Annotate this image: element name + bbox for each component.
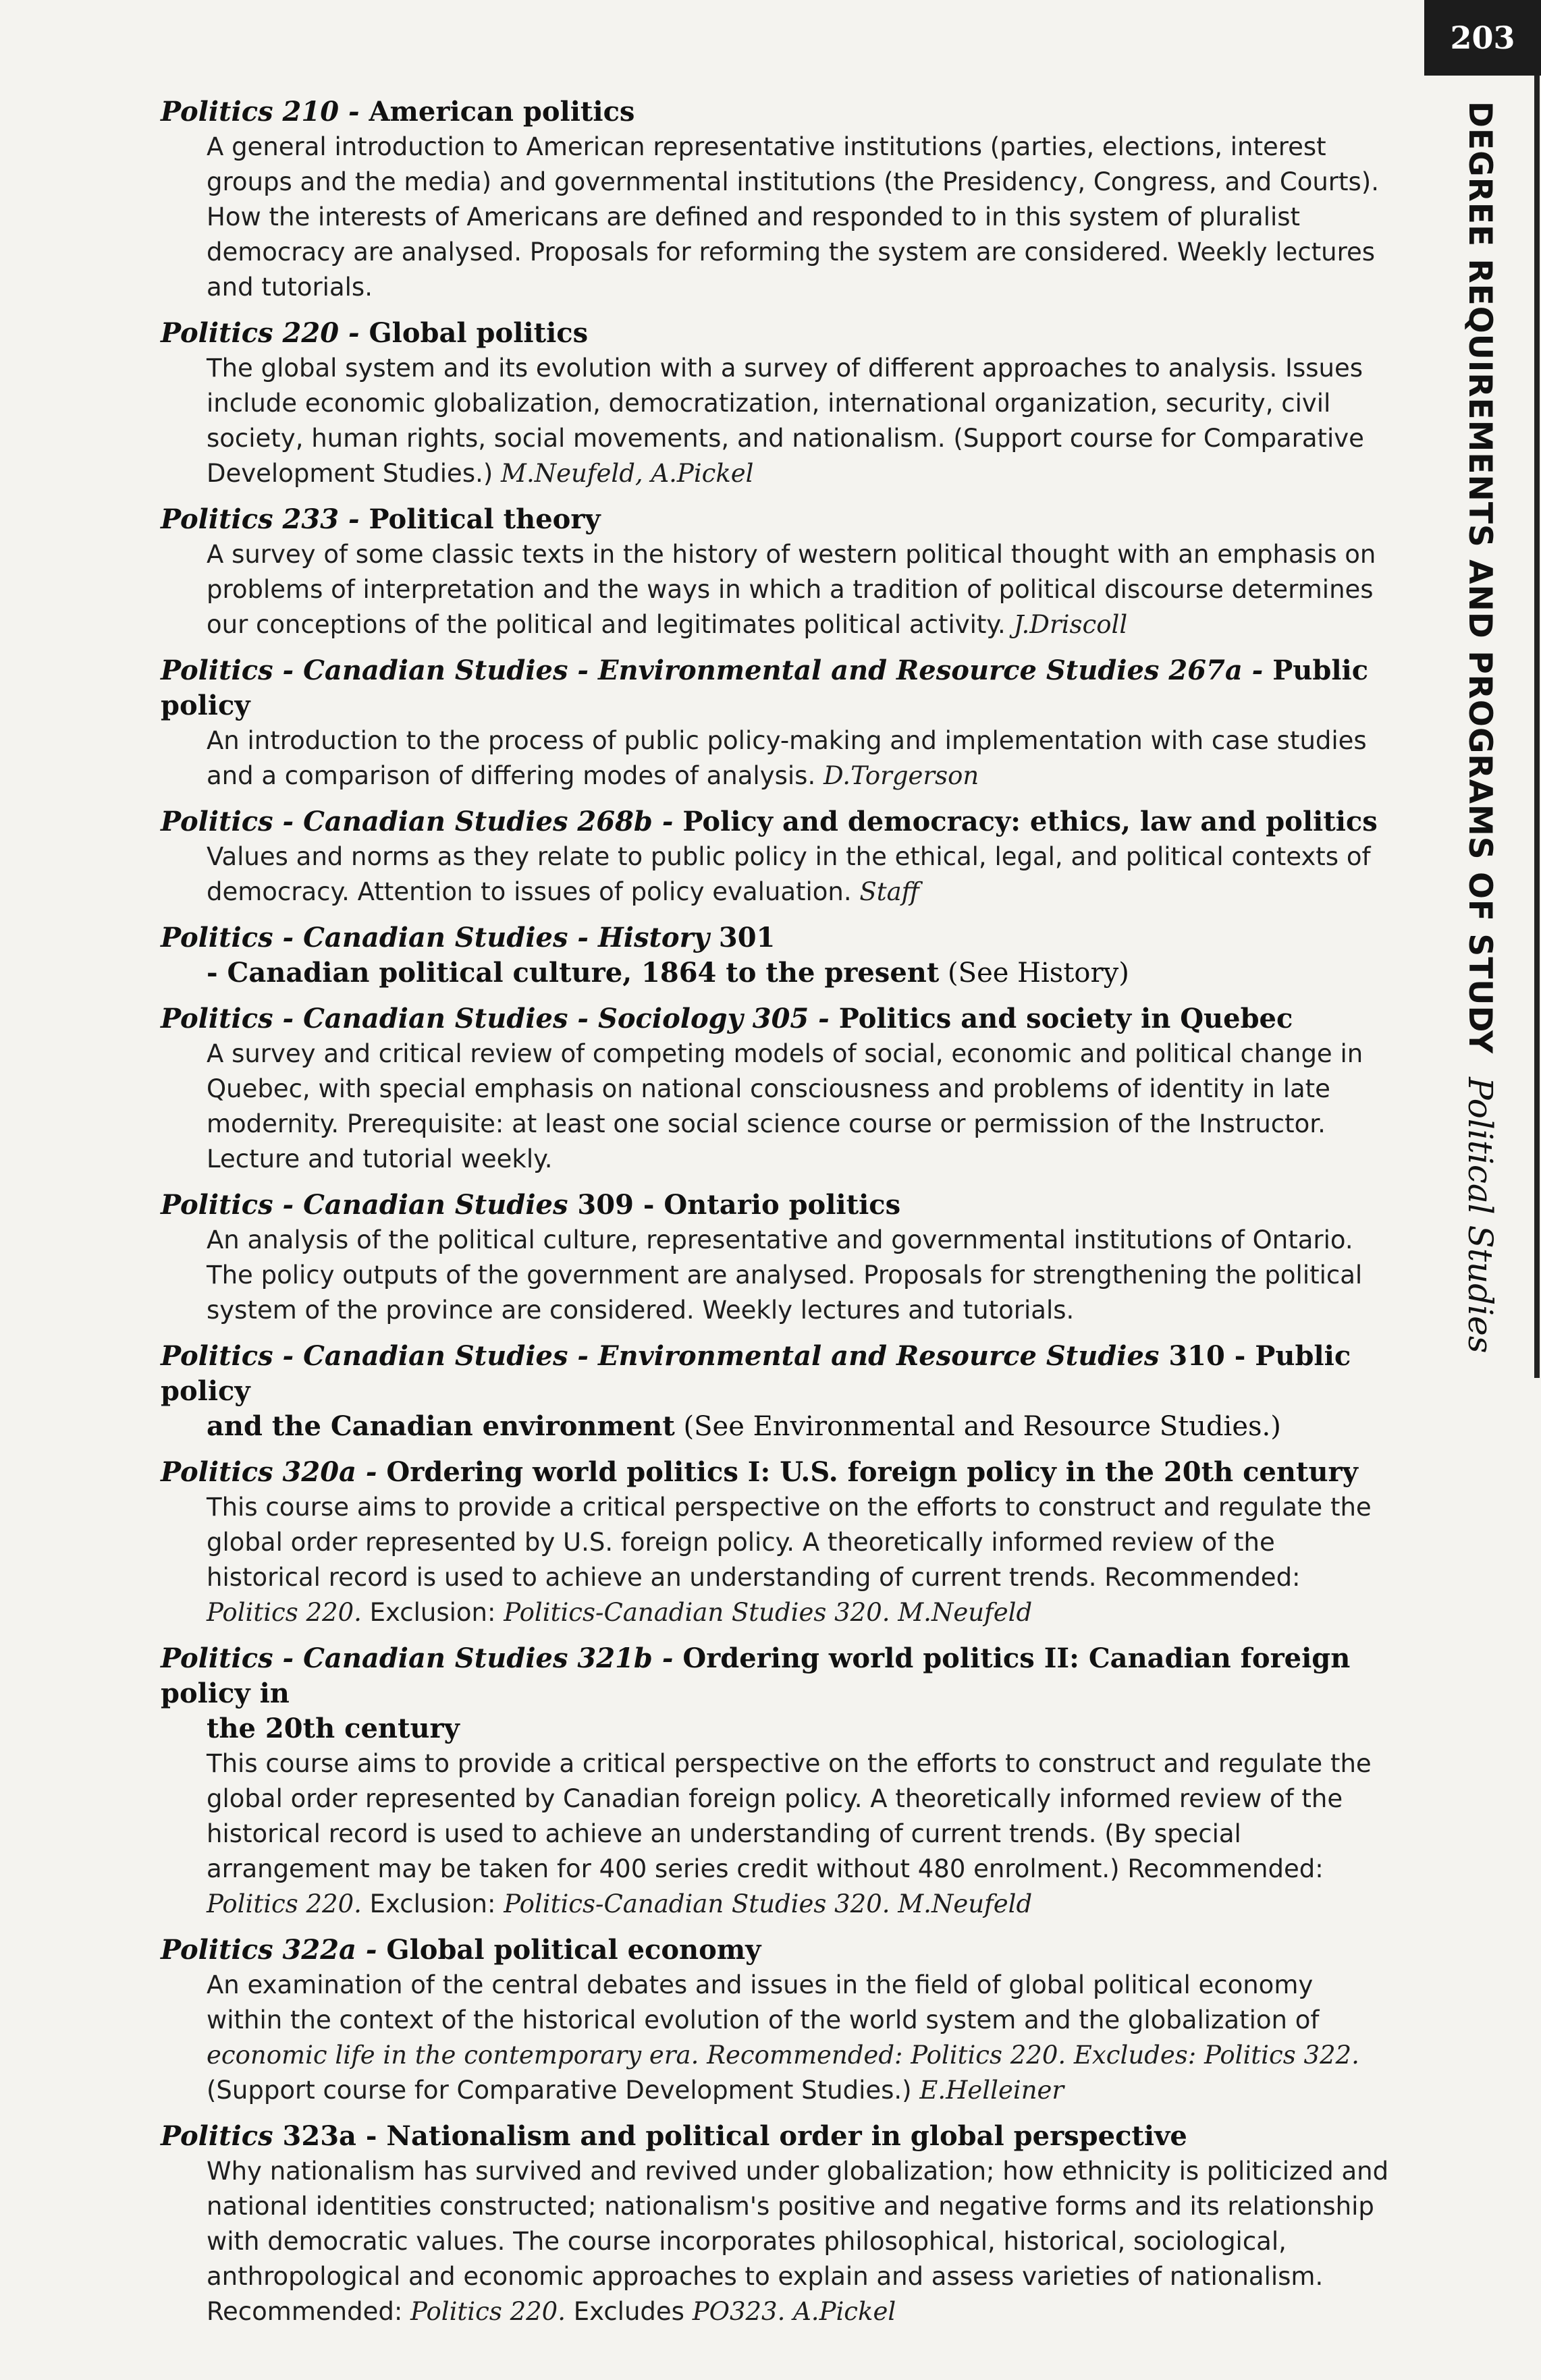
course-code: Politics bbox=[161, 2120, 273, 2152]
course-description bbox=[161, 2154, 1396, 2329]
course-title bbox=[161, 1641, 1396, 1746]
instructor: M.Neufeld bbox=[890, 1598, 1033, 1627]
course-number: 309 - bbox=[568, 1189, 655, 1221]
course-description bbox=[161, 1223, 1396, 1328]
description-text: Values and norms as they relate to public policy in the ethical, legal, and political contexts of democracy. Attention to issues of policy evaluation. bbox=[207, 842, 1371, 906]
instructor: J.Driscoll bbox=[1005, 610, 1128, 639]
course-description bbox=[161, 130, 1396, 305]
instructor: M.Neufeld, A.Pickel bbox=[493, 459, 754, 488]
page-number: 203 bbox=[1424, 0, 1541, 76]
course-code: Politics 320a - bbox=[161, 1456, 377, 1488]
description-text: Exclusion: bbox=[361, 1598, 496, 1627]
course-name: Public policy bbox=[161, 1340, 1351, 1407]
description-text: Excludes bbox=[565, 2297, 684, 2326]
course-number: 301 bbox=[709, 922, 776, 953]
course-code: Politics - Canadian Studies - Environmental and Resource Studies bbox=[161, 1340, 1160, 1372]
course-title bbox=[161, 653, 1396, 723]
course-entry bbox=[161, 804, 1396, 910]
course-name: Politics and society in Quebec bbox=[829, 1003, 1293, 1034]
instructor: M.Neufeld bbox=[890, 1889, 1033, 1918]
course-code: Politics - Canadian Studies bbox=[161, 1189, 568, 1221]
course-title bbox=[161, 1339, 1396, 1444]
course-entry bbox=[161, 1339, 1396, 1444]
course-code: Politics - Canadian Studies - History bbox=[161, 922, 709, 953]
recommended-course: Politics 220. bbox=[207, 1598, 362, 1627]
course-entry bbox=[161, 653, 1396, 794]
course-title bbox=[161, 94, 1396, 130]
course-entry bbox=[161, 502, 1396, 642]
instructor: A.Pickel bbox=[785, 2297, 896, 2326]
section-heading: DEGREE REQUIREMENTS AND PROGRAMS OF STUDY bbox=[1461, 101, 1499, 1055]
course-title bbox=[161, 1455, 1396, 1490]
description-text: An introduction to the process of public policy-making and implementation with case studies and a comparison of differing modes of analysis. bbox=[207, 726, 1367, 790]
course-name: and the Canadian environment bbox=[207, 1410, 675, 1442]
course-name-continued bbox=[161, 956, 1396, 991]
subsection-heading: Political Studies bbox=[1461, 1077, 1500, 1354]
course-name: Global politics bbox=[359, 317, 589, 349]
course-list bbox=[161, 94, 1396, 2340]
description-text: (Support course for Comparative Development Studies.) bbox=[207, 2076, 912, 2105]
course-name: Public policy bbox=[161, 655, 1369, 721]
course-title bbox=[161, 1188, 1396, 1223]
description-text: Why nationalism has survived and revived under globalization; how ethnicity is politicized and national identities constructed; nationalism's positive and negative forms and its relationship with democratic values. The course incorporates philosophical, historical, sociological, anthropological and economic approaches to explain and assess varieties of nationalism. Recommended: bbox=[207, 2157, 1389, 2326]
course-entry bbox=[161, 1455, 1396, 1630]
edge-rule bbox=[1534, 76, 1540, 1378]
course-code: Politics - Canadian Studies 268b - bbox=[161, 806, 674, 837]
description-text: The global system and its evolution with a survey of different approaches to analysis. Issues include economic globalization, democratization, international organization, security, civil society, human rights, social movements, and nationalism. (Support course for Comparative Development Studies.) bbox=[207, 354, 1364, 488]
course-description bbox=[161, 839, 1396, 910]
description-text: An examination of the central debates and issues in the field of global political economy within the context of the historical evolution of the world system and the globalization of bbox=[207, 1970, 1320, 2035]
course-title bbox=[161, 1001, 1396, 1036]
course-name: American politics bbox=[359, 96, 635, 128]
course-description bbox=[161, 1490, 1396, 1630]
course-entry bbox=[161, 1641, 1396, 1922]
description-text-italic: economic life in the contemporary era. Recommended: Politics 220. Excludes: Politics 322. bbox=[207, 2041, 1359, 2070]
course-title bbox=[161, 2119, 1396, 2154]
course-entry bbox=[161, 920, 1396, 991]
description-text: An analysis of the political culture, representative and governmental institutions of Ontario. The policy outputs of the government are analysed. Proposals for strengthening the political system of the province are considered. Weekly lectures and tutorials. bbox=[207, 1225, 1363, 1325]
course-number: 323a - bbox=[273, 2120, 377, 2152]
course-name: - Canadian political culture, 1864 to the present bbox=[207, 957, 940, 989]
recommended-course: Politics 220. bbox=[207, 1889, 362, 1918]
course-name: Ontario politics bbox=[654, 1189, 901, 1221]
description-text: This course aims to provide a critical perspective on the efforts to construct and regulate the global order represented by U.S. foreign policy. A theoretically informed review of the historical record is used to achieve an understanding of current trends. Recommended: bbox=[207, 1493, 1372, 1592]
course-title bbox=[161, 502, 1396, 537]
course-entry bbox=[161, 1933, 1396, 2108]
course-name: Ordering world politics I: U.S. foreign policy in the 20th century bbox=[377, 1456, 1358, 1488]
course-code: Politics - Canadian Studies 321b - bbox=[161, 1642, 674, 1674]
excluded-course: Politics-Canadian Studies 320. bbox=[495, 1598, 890, 1627]
course-title bbox=[161, 316, 1396, 351]
course-entry bbox=[161, 316, 1396, 491]
excluded-course: PO323. bbox=[684, 2297, 786, 2326]
course-name-continued bbox=[161, 1409, 1396, 1444]
course-code: Politics 210 - bbox=[161, 96, 360, 128]
course-entry bbox=[161, 1001, 1396, 1177]
course-entry bbox=[161, 2119, 1396, 2329]
course-entry bbox=[161, 94, 1396, 305]
course-title bbox=[161, 804, 1396, 839]
cross-reference: (See Environmental and Resource Studies.) bbox=[674, 1411, 1281, 1442]
course-name: Global political economy bbox=[377, 1934, 761, 1966]
excluded-course: Politics-Canadian Studies 320. bbox=[495, 1889, 890, 1918]
description-text: Exclusion: bbox=[361, 1889, 496, 1918]
course-code: Politics 233 - bbox=[161, 503, 360, 535]
course-description bbox=[161, 537, 1396, 642]
course-description bbox=[161, 1746, 1396, 1922]
course-description bbox=[161, 351, 1396, 491]
course-name-continued: the 20th century bbox=[207, 1713, 460, 1744]
course-code: Politics - Canadian Studies - Sociology 305 - bbox=[161, 1003, 830, 1034]
course-title bbox=[161, 1933, 1396, 1968]
course-name: Ordering world politics II: Canadian foreign policy in bbox=[161, 1642, 1351, 1709]
course-name: Policy and democracy: ethics, law and politics bbox=[673, 806, 1378, 837]
course-name: Nationalism and political order in global perspective bbox=[377, 2120, 1187, 2152]
description-text: This course aims to provide a critical perspective on the efforts to construct and regulate the global order represented by Canadian foreign policy. A theoretically informed review of the historical record is used to achieve an understanding of current trends. (By special arrangement may be taken for 400 series credit without 480 enrolment.) Recommended: bbox=[207, 1749, 1372, 1883]
course-number: 310 - bbox=[1159, 1340, 1246, 1372]
instructor: Staff bbox=[851, 877, 919, 906]
course-name: Political theory bbox=[359, 503, 601, 535]
course-code: Politics 220 - bbox=[161, 317, 360, 349]
course-description bbox=[161, 723, 1396, 794]
course-entry bbox=[161, 1188, 1396, 1328]
instructor: E.Helleiner bbox=[911, 2076, 1064, 2105]
description-text: A general introduction to American representative institutions (parties, elections, interest groups and the media) and governmental institutions (the Presidency, Congress, and Courts). How the interests of Americans are defined and responded to in this system of pluralist democracy are analysed. Proposals for reforming the system are considered. Weekly lectures and tutorials. bbox=[207, 132, 1379, 302]
course-title bbox=[161, 920, 1396, 991]
course-code: Politics - Canadian Studies - Environmental and Resource Studies 267a - bbox=[161, 655, 1264, 686]
description-text: A survey of some classic texts in the history of western political thought with an emphasis on problems of interpretation and the ways in which a tradition of political discourse determines our conceptions of the political and legitimates political activity. bbox=[207, 540, 1376, 639]
recommended-course: Politics 220. bbox=[402, 2297, 566, 2326]
side-banner bbox=[1433, 101, 1528, 1354]
course-description bbox=[161, 1036, 1396, 1177]
course-description bbox=[161, 1968, 1396, 2108]
course-code: Politics 322a - bbox=[161, 1934, 377, 1966]
cross-reference: (See History) bbox=[939, 958, 1129, 989]
description-text: A survey and critical review of competing models of social, economic and political change in Quebec, with special emphasis on national consciousness and problems of identity in late modernity. Prerequisite: at least one social science course or permission of the Instructor. Lecture and tutorial weekly. bbox=[207, 1039, 1363, 1173]
instructor: D.Torgerson bbox=[815, 761, 979, 790]
